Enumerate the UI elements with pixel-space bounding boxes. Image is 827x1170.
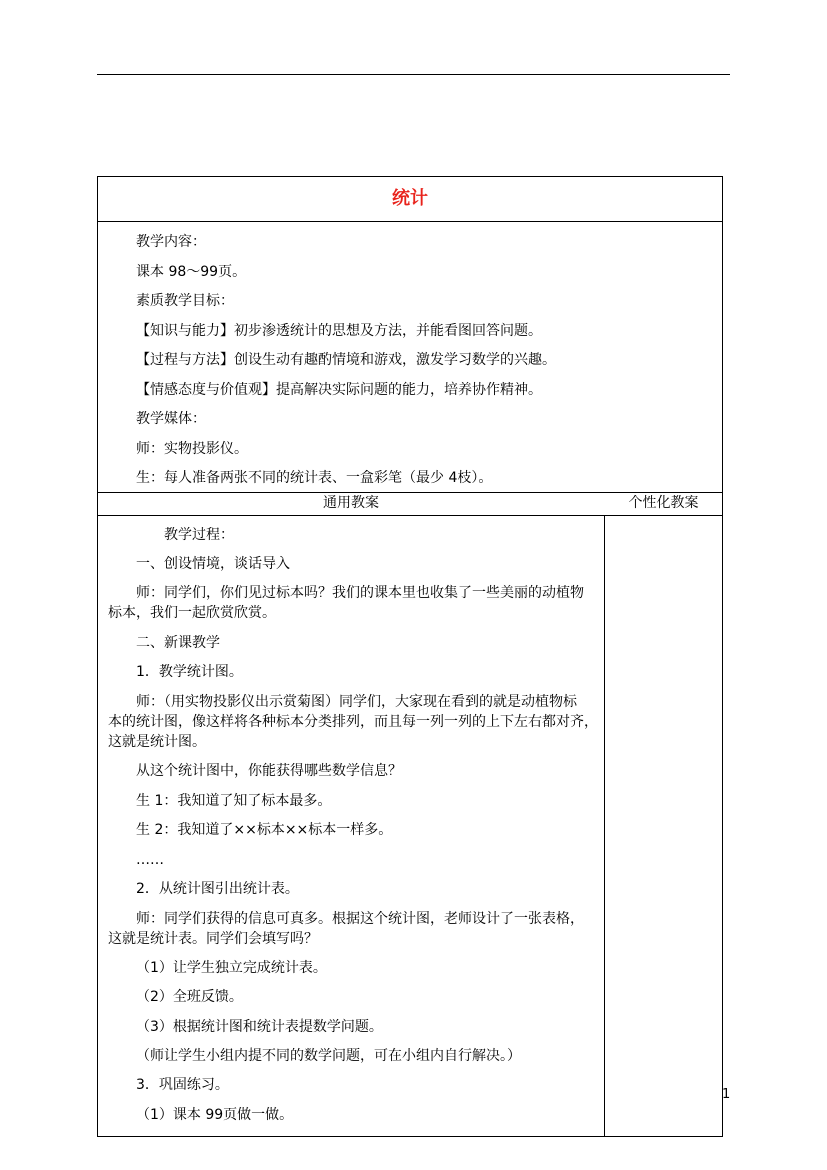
column-header-divider (98, 515, 722, 516)
body-line: 生 2：我知道了××标本××标本一样多。 (136, 822, 393, 838)
document-title: 统计 (392, 188, 428, 209)
body-line: 教学过程： (164, 527, 234, 543)
body-line: 3．巩固练习。 (136, 1077, 229, 1093)
body-line: 这就是统计图。 (108, 734, 206, 750)
intro-line: 素质教学目标： (136, 293, 234, 309)
body-line: 2．从统计图引出统计表。 (136, 881, 299, 897)
intro-line: 课本 98～99页。 (136, 264, 247, 280)
body-line: 二、新课教学 (136, 635, 220, 651)
body-line: （师让学生小组内提不同的数学问题，可在小组内自行解决。） (136, 1048, 521, 1064)
body-line: （1）让学生独立完成统计表。 (136, 960, 327, 976)
body-line: （1）课本 99页做一做。 (136, 1107, 294, 1123)
body-line: 本的统计图，像这样将各种标本分类排列，而且每一列一列的上下左右都对齐， (108, 714, 598, 730)
intro-line: 教学媒体： (136, 411, 206, 427)
lesson-plan-table (97, 176, 723, 1137)
body-line: （3）根据统计图和统计表提数学问题。 (136, 1019, 383, 1035)
body-line: 师：（用实物投影仪出示赏菊图）同学们，大家现在看到的就是动植物标 (136, 694, 577, 710)
title-divider (98, 221, 722, 222)
column-divider (604, 515, 605, 1136)
page-number: 1 (722, 1087, 731, 1102)
body-line: 1．教学统计图。 (136, 664, 243, 680)
body-line: …… (136, 852, 164, 868)
column-header-general: 通用教案 (323, 495, 379, 511)
intro-line: 教学内容： (136, 234, 206, 250)
body-line: 标本，我们一起欣赏欣赏。 (108, 605, 276, 621)
body-line: 一、创设情境，谈话导入 (136, 556, 290, 572)
body-line: 从这个统计图中，你能获得哪些数学信息？ (136, 763, 402, 779)
intro-line: 生：每人准备两张不同的统计表、一盒彩笔（最少 4枝）。 (136, 470, 493, 486)
body-line: 这就是统计表。同学们会填写吗？ (108, 931, 318, 947)
body-line: （2）全班反馈。 (136, 989, 243, 1005)
intro-line: 【过程与方法】创设生动有趣酌情境和游戏，激发学习数学的兴趣。 (136, 352, 556, 368)
body-line: 师：同学们获得的信息可真多。根据这个统计图，老师设计了一张表格， (136, 911, 584, 927)
body-line: 师：同学们，你们见过标本吗？我们的课本里也收集了一些美丽的动植物 (136, 585, 584, 601)
intro-line: 【情感态度与价值观】提高解决实际问题的能力，培养协作精神。 (136, 382, 542, 398)
header-rule (97, 74, 730, 75)
body-line: 生 1：我知道了知了标本最多。 (136, 793, 332, 809)
column-header-personal: 个性化教案 (628, 495, 699, 511)
intro-line: 师：实物投影仪。 (136, 441, 248, 457)
intro-line: 【知识与能力】初步渗透统计的思想及方法，并能看图回答问题。 (136, 323, 542, 339)
